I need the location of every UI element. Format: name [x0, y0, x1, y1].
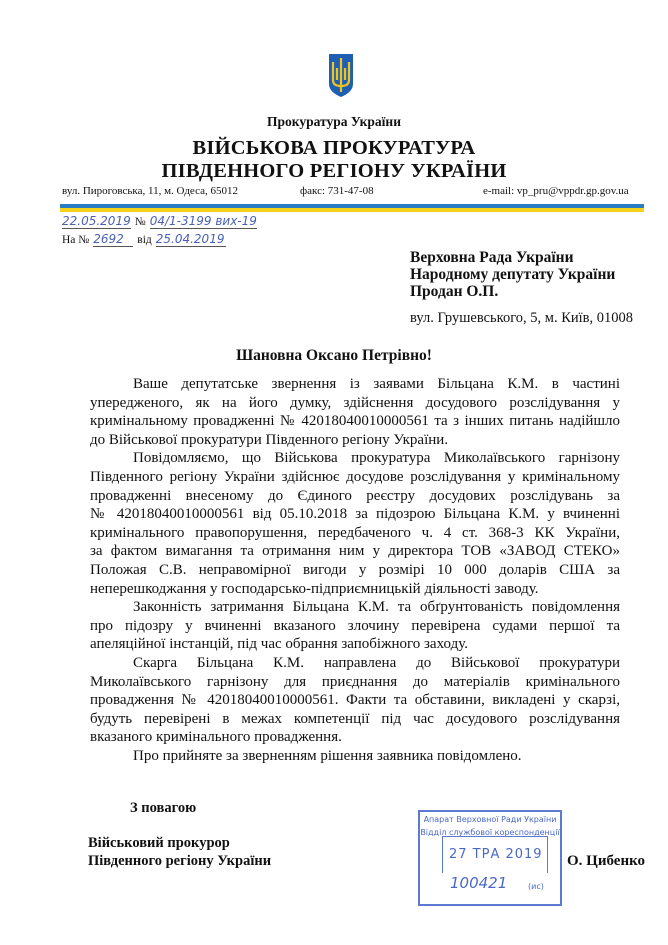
- paragraph-line: № 42018040010000561 від 05.10.2018 за підозрою Більцана К.М. у вчиненні: [90, 506, 620, 523]
- paragraph-line: кримінального правопорушення, передбаченого ч. 4 ст. 368-3 КК України,: [90, 524, 620, 541]
- recipient-line1: Верховна Рада України: [410, 249, 574, 266]
- paragraph-line: Про прийняте за зверненням рішення заявника повідомлено.: [133, 747, 522, 764]
- stamp-number: 100421: [450, 874, 508, 892]
- outgoing-number: 04/1-3199 вих-19: [149, 214, 257, 228]
- recipient-line3: Продан О.П.: [410, 283, 499, 300]
- org-title-line2: ПІВДЕННОГО РЕГІОНУ УКРАЇНИ: [161, 160, 507, 182]
- signer-position-line1: Військовий прокурор: [88, 835, 230, 851]
- outgoing-date: 22.05.2019: [62, 214, 131, 228]
- paragraph-line: до Військової прокуратури Південного регіону України.: [90, 431, 449, 448]
- stamp-line2: Відділ службової кореспонденції: [420, 828, 560, 837]
- paragraph-line: Південного регіону України здійснює досудове розслідування у кримінальному: [90, 468, 620, 485]
- paragraph-line: неперешкоджання у господарсько-підприємницькій діяльності заводу.: [90, 580, 539, 597]
- paragraph-line: будуть перевірені в межах компетенції під час досудового розслідування: [90, 710, 620, 727]
- org-email: e-mail: vp_pru@vppdr.gp.gov.ua: [483, 185, 629, 197]
- signer-position-line2: Південного регіону України: [88, 853, 272, 869]
- outgoing-reference: [62, 212, 257, 230]
- paragraph-line: Положая С.В. неправомірної вигоди у розмірі 10 000 доларів США за: [90, 561, 620, 578]
- reply-date: 25.04.2019: [155, 232, 225, 246]
- paragraph-line: упередженого, як на його думку, здійснення досудового розслідування у: [90, 394, 620, 411]
- paragraph-line: Ваше депутатське звернення із заявами Більцана К.М. в частині: [133, 376, 620, 392]
- stamp-line1: Апарат Верховної Ради України: [423, 815, 557, 824]
- from-label: від: [137, 234, 152, 246]
- paragraph-line: апеляційної інстанцій, під час обрання запобіжного заходу.: [90, 636, 468, 653]
- letter-body: [90, 375, 620, 765]
- paragraph-line: вказаного кримінального провадження.: [90, 729, 342, 746]
- reply-number: 2692: [93, 232, 133, 247]
- paragraph-line: за фактом вимагання та отримання ним у директора ТОВ «ЗАВОД СТЕКО»: [90, 543, 620, 560]
- org-fax: факс: 731-47-08: [300, 185, 374, 197]
- stamp-suffix: (ис): [528, 882, 544, 891]
- greeting: Шановна Оксано Петрівно!: [236, 347, 432, 364]
- paragraph-line: провадження № 42018040010000561. Факти та обставини, викладені у скарзі,: [90, 692, 620, 709]
- trident-emblem-icon: [328, 52, 354, 98]
- paragraph-line: провадженні внесеному до Єдиного реєстру досудових розслідувань за: [90, 487, 620, 504]
- paragraph-line: Миколаївського гарнізону для приєднання до матеріалів кримінального: [90, 673, 620, 690]
- reply-label: На №: [62, 234, 90, 246]
- paragraph-line: Повідомляємо, що Військова прокуратура Миколаївського гарнізону: [133, 450, 620, 467]
- recipient-address: вул. Грушевського, 5, м. Київ, 01008: [410, 310, 634, 326]
- number-label: №: [134, 216, 146, 228]
- paragraph-line: кримінальному провадженні № 42018040010000561 та з інших питань надійшло: [90, 413, 620, 430]
- registration-stamp: [418, 810, 562, 906]
- recipient-line2: Народному депутату України: [410, 266, 616, 283]
- org-title-line1: ВІЙСЬКОВА ПРОКУРАТУРА: [192, 137, 476, 159]
- org-address: вул. Пироговська, 11, м. Одеса, 65012: [62, 185, 238, 197]
- org-name: Прокуратура України: [267, 114, 401, 129]
- paragraph-line: Законність затримання Більцана К.М. та обґрунтованість повідомлення: [133, 599, 620, 616]
- signer-name: О. Цибенко: [567, 853, 646, 869]
- closing: З повагою: [130, 800, 197, 816]
- stamp-date: 27 ТРА 2019: [449, 847, 543, 862]
- incoming-reference: [62, 230, 226, 248]
- paragraph-line: Скарга Більцана К.М. направлена до Військової прокуратури: [133, 654, 620, 671]
- paragraph-line: про підозру у вчиненні вказаного злочину перевірена судами першої та: [90, 617, 620, 634]
